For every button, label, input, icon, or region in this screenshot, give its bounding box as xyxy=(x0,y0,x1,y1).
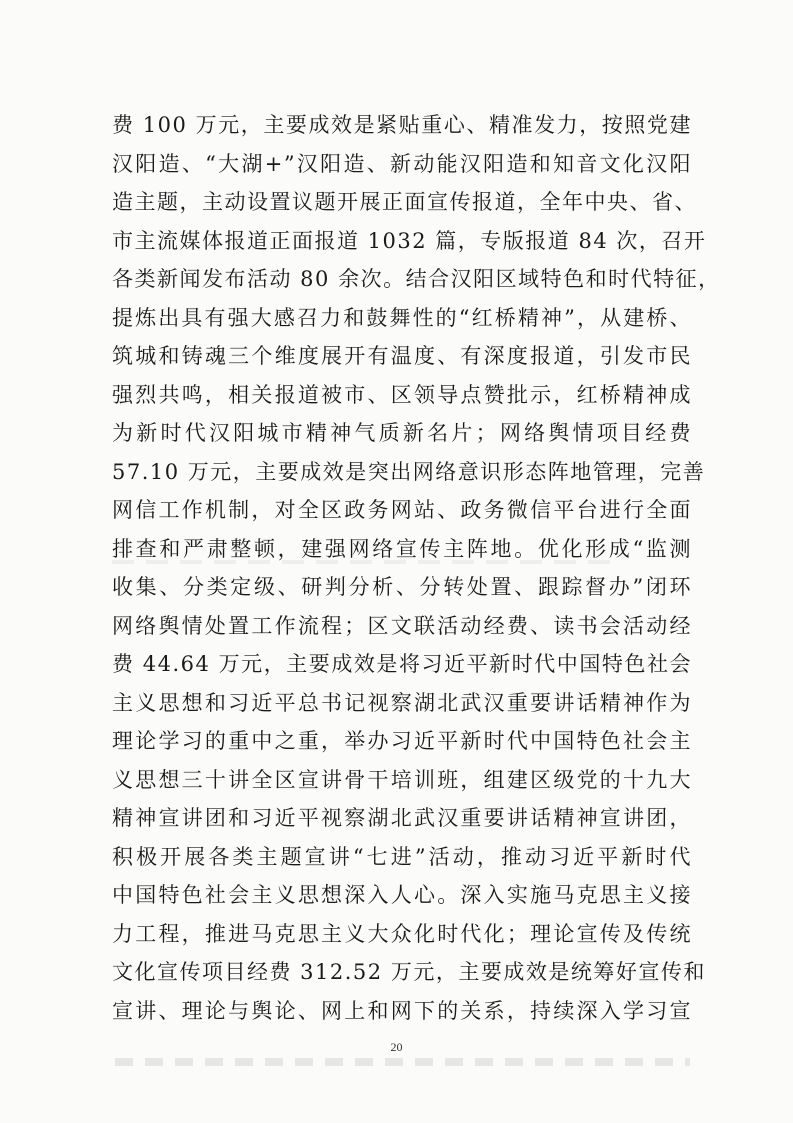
text-line: 力工程，推进马克思主义大众化时代化；理论宣传及传统 xyxy=(112,921,692,946)
text-line: 各类新闻发布活动 80 余次。结合汉阳区域特色和时代特征， xyxy=(112,267,721,291)
text-line: 市主流媒体报道正面报道 1032 篇，专版报道 84 次，召开 xyxy=(112,228,707,253)
text-line: 57.10 万元，主要成效是突出网络意识形态阵地管理，完善 xyxy=(112,459,706,484)
text-line: 中国特色社会主义思想深入人心。深入实施马克思主义接 xyxy=(112,883,692,907)
text-line: 主义思想和习近平总书记视察湖北武汉重要讲话精神作为 xyxy=(112,690,692,715)
page-number: 20 xyxy=(390,1040,403,1054)
text-line: 文化宣传项目经费 312.52 万元，主要成效是统筹好宣传和 xyxy=(112,960,706,984)
text-line: 强烈共鸣，相关报道被市、区领导点赞批示，红桥精神成 xyxy=(112,382,692,407)
text-line: 网络舆情处置工作流程；区文联活动经费、读书会活动经 xyxy=(112,613,692,638)
text-line: 宣讲、理论与舆论、网上和网下的关系，持续深入学习宣 xyxy=(112,998,692,1023)
text-line: 理论学习的重中之重，举办习近平新时代中国特色社会主 xyxy=(112,729,692,753)
text-line: 费 44.64 万元，主要成效是将习近平新时代中国特色社会 xyxy=(112,652,692,676)
text-line: 收集、分类定级、研判分析、分转处置、跟踪督办”闭环 xyxy=(112,575,692,599)
text-line: 积极开展各类主题宣讲“七进”活动，推动习近平新时代 xyxy=(112,844,692,869)
text-line: 义思想三十讲全区宣讲骨干培训班，组建区级党的十九大 xyxy=(112,767,692,792)
text-line: 网信工作机制，对全区政务网站、政务微信平台进行全面 xyxy=(112,498,692,522)
text-line: 排查和严肃整顿，建强网络宣传主阵地。优化形成“监测 xyxy=(112,536,692,561)
text-line: 费 100 万元，主要成效是紧贴重心、精准发力，按照党建 xyxy=(112,113,692,137)
text-line: 造主题，主动设置议题开展正面宣传报道，全年中央、省、 xyxy=(112,190,697,214)
show-through-artifact xyxy=(115,1058,690,1066)
text-line: 筑城和铸魂三个维度展开有温度、有深度报道，引发市民 xyxy=(112,344,692,368)
text-line: 为新时代汉阳城市精神气质新名片；网络舆情项目经费 xyxy=(112,421,692,445)
text-line: 精神宣讲团和习近平视察湖北武汉重要讲话精神宣讲团， xyxy=(112,806,692,830)
body-text xyxy=(112,106,721,1030)
text-line: 提炼出具有强大感召力和鼓舞性的“红桥精神”，从建桥、 xyxy=(112,305,692,330)
text-line: 汉阳造、“大湖+”汉阳造、新动能汉阳造和知音文化汉阳 xyxy=(112,151,692,176)
